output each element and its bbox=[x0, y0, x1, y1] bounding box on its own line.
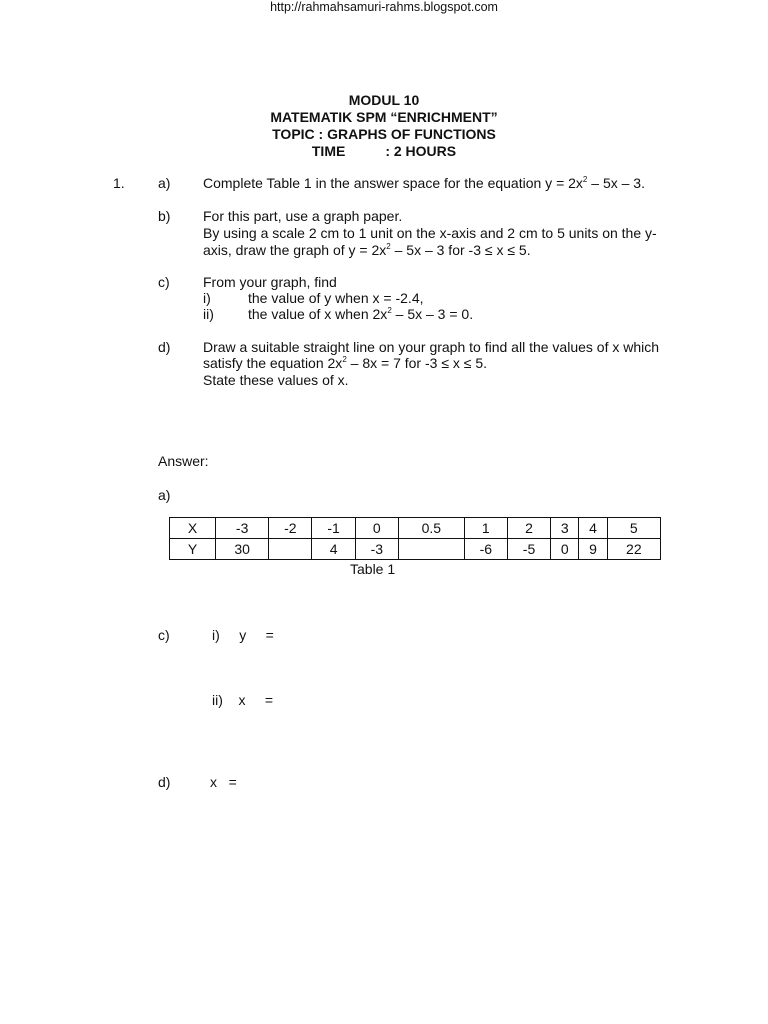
answer-a-label: a) bbox=[158, 487, 171, 503]
table-cell-x: 0.5 bbox=[398, 518, 464, 539]
table-header-y: Y bbox=[170, 539, 216, 560]
part-c-line1: From your graph, find bbox=[203, 274, 337, 290]
time-value: : 2 HOURS bbox=[385, 143, 457, 159]
part-c-ii-text: the value of x when $2x^2 - 5x - 3 = 0$. bbox=[248, 306, 474, 322]
answer-c-ii: ii) x = bbox=[212, 692, 274, 708]
part-c-ii-label: ii) bbox=[203, 306, 214, 322]
question-number: 1. bbox=[113, 175, 125, 191]
table-cell-y: -3 bbox=[355, 539, 398, 560]
part-a-text: Complete Table 1 in the answer space for the equation $y = 2x^2 - 5x - 3$. bbox=[203, 175, 645, 191]
table-row-y bbox=[170, 539, 661, 560]
topic-title: TOPIC : GRAPHS OF FUNCTIONS bbox=[272, 126, 496, 142]
header-url: http://rahmahsamuri-rahms.blogspot.com bbox=[270, 0, 498, 14]
table-cell-y: 9 bbox=[579, 539, 607, 560]
module-title: MODUL 10 bbox=[348, 92, 420, 108]
table-cell-x: 4 bbox=[579, 518, 607, 539]
table-cell-x: 2 bbox=[507, 518, 550, 539]
table-cell-y: -6 bbox=[464, 539, 507, 560]
table-header-x: X bbox=[170, 518, 216, 539]
part-b-line1: For this part, use a graph paper. bbox=[203, 208, 403, 224]
table-cell-x: 0 bbox=[355, 518, 398, 539]
answer-heading: Answer: bbox=[158, 453, 209, 469]
part-d-line2: satisfy the equation $2x^2 - 8x = 7$ for -3 ≤ x ≤ 5. bbox=[203, 355, 488, 371]
table-cell-x: 3 bbox=[551, 518, 579, 539]
part-b-line2: By using a scale 2 cm to 1 unit on the x-axis and 2 cm to 5 units on the y- bbox=[203, 225, 657, 241]
table-cell-y bbox=[269, 539, 312, 560]
table-cell-y: 30 bbox=[216, 539, 269, 560]
table-cell-x: -2 bbox=[269, 518, 312, 539]
answer-d-label: d) bbox=[158, 774, 171, 790]
table-cell-x: -3 bbox=[216, 518, 269, 539]
table-cell-y: 22 bbox=[607, 539, 660, 560]
answer-c-label: c) bbox=[158, 627, 170, 643]
part-b-line3: axis, draw the graph of $y = 2x^2 - 5x - 3$ for -3 ≤ x ≤ 5. bbox=[203, 242, 531, 258]
table-cell-y: 0 bbox=[551, 539, 579, 560]
time-label: TIME bbox=[311, 143, 346, 159]
answer-d-text: x = bbox=[210, 774, 237, 790]
time-line bbox=[0, 143, 768, 159]
part-c-i-label: i) bbox=[203, 290, 211, 306]
table-row-x bbox=[170, 518, 661, 539]
subject-title: MATEMATIK SPM “ENRICHMENT” bbox=[270, 109, 498, 125]
answer-c-i: i) y = bbox=[212, 627, 274, 643]
part-c-label: c) bbox=[158, 274, 170, 290]
part-d-line1: Draw a suitable straight line on your graph to find all the values of x which bbox=[203, 339, 660, 355]
part-c-i-text: the value of y when x = -2.4, bbox=[248, 290, 424, 306]
part-b-label: b) bbox=[158, 208, 171, 224]
table-cell-y: 4 bbox=[312, 539, 355, 560]
table-caption: Table 1 bbox=[350, 561, 396, 577]
part-d-label: d) bbox=[158, 339, 171, 355]
table-cell-x: 1 bbox=[464, 518, 507, 539]
table-cell-y bbox=[398, 539, 464, 560]
table-cell-x: -1 bbox=[312, 518, 355, 539]
part-d-line3: State these values of x. bbox=[203, 372, 349, 388]
table-cell-y: -5 bbox=[507, 539, 550, 560]
table-cell-x: 5 bbox=[607, 518, 660, 539]
part-a-label: a) bbox=[158, 175, 171, 191]
table-1 bbox=[169, 517, 661, 560]
